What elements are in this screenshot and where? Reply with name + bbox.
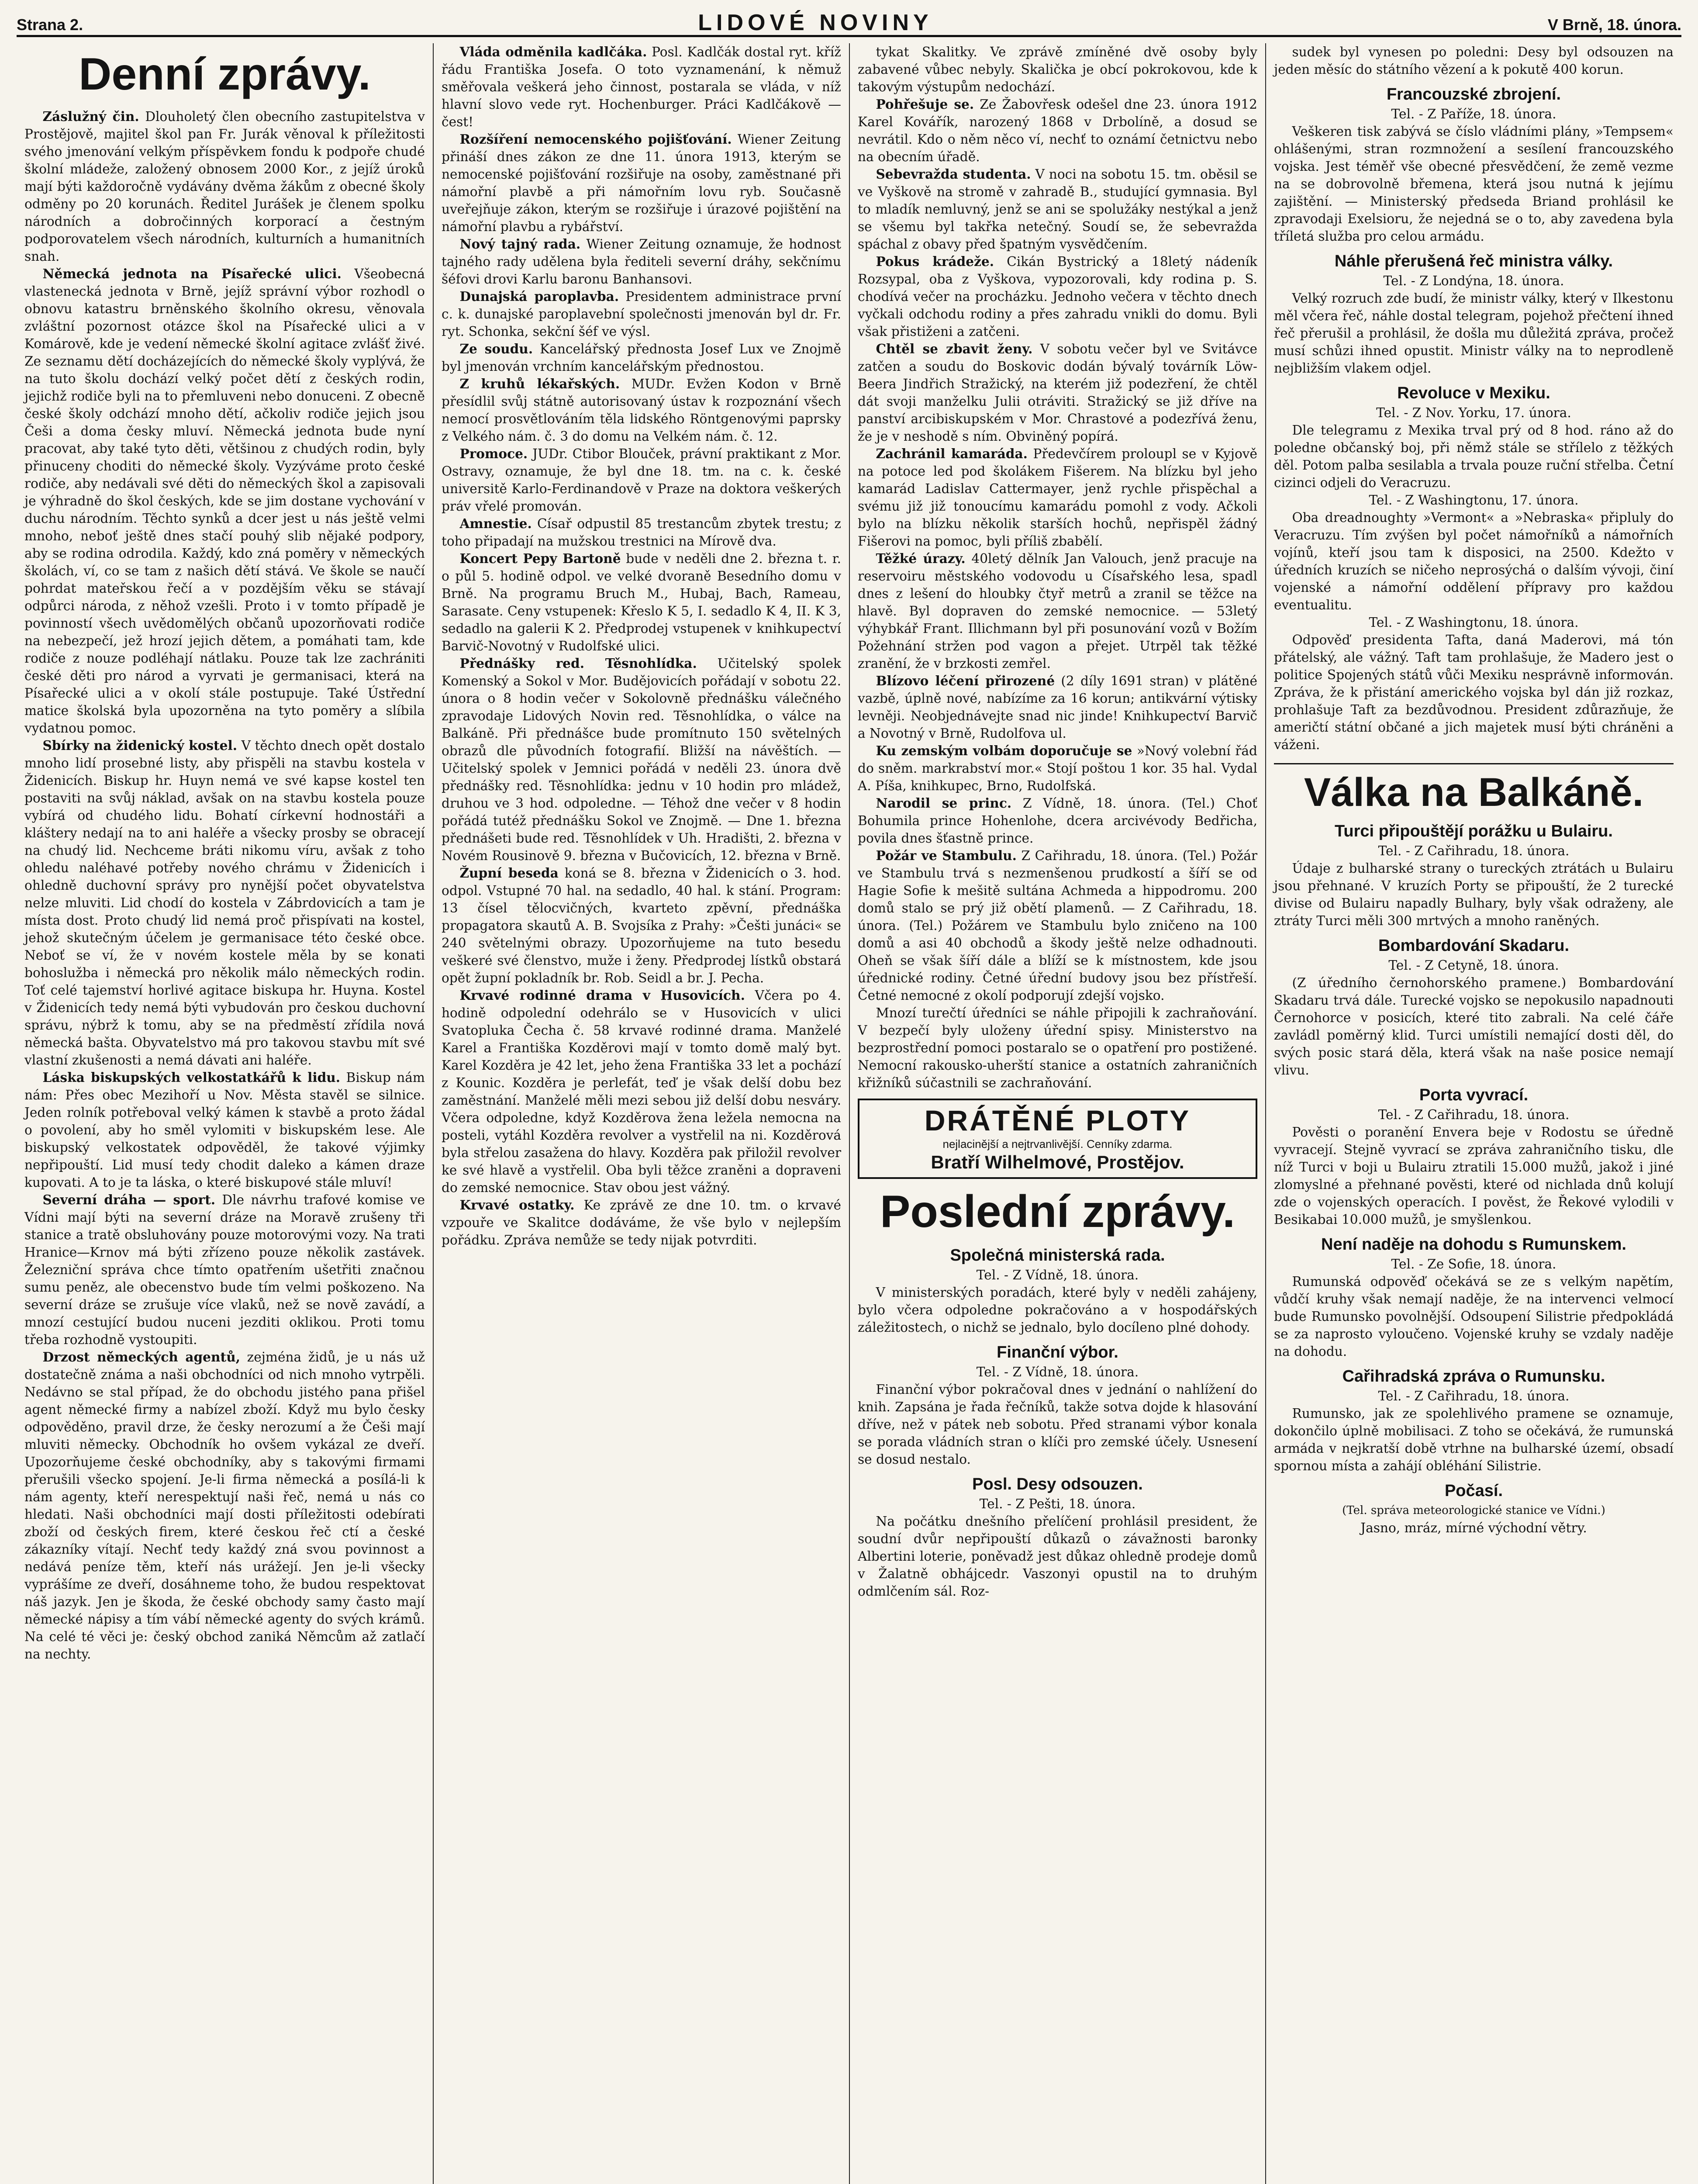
weather-title: Počasí. [1444, 1482, 1503, 1500]
article-text: Presidentem administrace první c. k. dunajské paroplavební společnosti jmenován byl dr. Fr. ryt. Schonka, sekční šéf ve výsl. [442, 289, 841, 339]
article-heading: Z kruhů lékařských. [459, 376, 620, 391]
article [858, 253, 1257, 340]
article [442, 43, 841, 131]
dateline: Tel. - Z Washingtonu, 17. února. [1369, 493, 1579, 508]
article [858, 445, 1257, 550]
article-text: Učitelský spolek Komenský a Sokol v Mor. Budějovicích pořádají v sobotu 22. února o 8 hodin večer v Sokolovně přednášku válečného zpravodaje Lidových Novin red. Těsnohlídka, o válce na Balkáně. Při přednášce bude promítnuto 150 světelných obrazů dle původních fotografií. Bližší na návěštích. — Učitelský spolek v Jemnici pořádá v neděli 23. února dvě přednášky red. Těsnohlídka: jednu v 10 hodin pro mládež, druhou ve 3 hod. odpoledne. — Téhož dne večer v 8 hodin pořádá tutéž přednášku Sokol ve Znojmě. — Dne 1. března přednášeti bude red. Těsnohlídek v Uh. Hradišti, 2. března v Novém Rousinově 9. března v Bučovicích, 12. března v Brně. [442, 656, 841, 863]
article [442, 515, 841, 550]
article-heading: Pohřešuje se. [876, 97, 974, 112]
article-text: zejména židů, je u nás už dostatečně známa a naši obchodníci od nich mnoho vytrpěli. Nedávno se stal případ, že do obchodu jistého pana přišel agent německé firmy a nabízel zboží. Když mu bylo česky odpověděno, pravil drze, že česky nerozumí a že Češi mají mluviti německy. Obchodník ho ovšem vykázal ze dveří. Upozorňujeme české obchodníky, aby s takovými firmami přerušili všecko spojení. Je-li firma německá a posílá-li k nám agenty, kteří nerespektují naši řeč, nemá u nás co hledati. Naši obchodníci mají dosti příležitosti odebírati zboží od českých firem, které českou řeč ctí a české zákazníky vítají. Nechť tedy každý zná svou povinnost a nedává peníze těm, kteří nás urážejí. Jen je-li všecky vyprášíme ze dveří, dosáhneme toho, že budou respektovat náš jazyk. Jen je škoda, že české obchody samy často mají německé nápisy a tím vábí německé agenty do svých krámů. Na celé té věci je: český obchod zaniká Němcům až zatlačí na nechty. [24, 1350, 425, 1662]
dateline: Tel. - Z Vídně, 18. února. [976, 1365, 1139, 1379]
ad-title: DRÁTĚNÉ PLOTY [924, 1104, 1191, 1137]
article-text: V těchto dnech opět dostalo mnoho lidí prosebné listy, aby přispěli na stavbu kostela v Židenicích. Biskup hr. Huyn nemá ve své kapse kostel ten postaviti na svůj náklad, avšak on na stavbu kostela pouze vybírá od chudého lidu. Bohatí církevní hodnostáři a kláštery nedají na to ani haléře a všecky prosby se obracejí na chudý lid. Nechceme bráti nikomu víru, avšak z toho ohledu naléhavé potřeby nového chrámu v Židenicích i ohledně duchovní správy pro nynější počet obyvatelstva nelze mluviti. Lid chodí do kostela v Zábrdovicích a tam je místa dost. Proto chudý lid nemá proč přispívati na kostel, jehož skutečným účelem je germanisace této české obce. Neboť se ví, že v novém kostele měla by se konati bohoslužba i německá pro několik málo německých rodin. Toť celé tajemství horlivé agitace biskupa hr. Huyna. Kostel v Židenicích tedy nemá býti vybudován pro českou duchovní správu, nýbrž k tomu, aby se na předměstí zřídila nová německá bašta. Obyvatelstvo má pro takovou stavbu mít své vlastní zkušenosti a nemá dávati ani haléře. [24, 738, 425, 1068]
article-heading: Pokus krádeže. [876, 254, 994, 269]
article [442, 340, 841, 375]
article [442, 550, 841, 655]
article [24, 1069, 425, 1191]
article-heading: Narodil se princ. [876, 795, 1012, 811]
article [858, 672, 1257, 742]
news-text: Odpověď presidenta Tafta, daná Maderovi, má tón přátelský, ale vážný. Taft tam prohlašuje, že Madero jest o politice Spojených států vůči Mexiku nesprávně informován. Zpráva, že k přistání amerického vojska byl dán již rozkaz, prohlašuje Taft za bezdůvodnou. President zdůrazňuje, že američtí státní občané a jich majetek musí býti chráněni a váženi. [1274, 632, 1674, 752]
article [858, 340, 1257, 445]
article-heading: Rozšíření nemocenského pojišťování. [459, 131, 732, 147]
dateline: Tel. - Z Washingtonu, 18. února. [1369, 615, 1579, 630]
article [858, 43, 1257, 96]
article-text: MUDr. Evžen Kodon v Brně přesídlil svůj státně autorisovaný ústav k rozpoznání všech nemocí prosvětlováním těla lidského Röntgenovými paprsky z Velkého nám. č. 3 do domu na Velkém nám. č. 12. [442, 377, 841, 444]
article [858, 550, 1257, 672]
article-heading: Láska biskupských velkostatkářů k lidu. [42, 1070, 341, 1085]
latest-news-title: Poslední zprávy. [880, 1186, 1235, 1237]
news-heading: Porta vyvrací. [1419, 1086, 1529, 1104]
section-title: Denní zprávy. [79, 49, 371, 100]
article-text: bude v neděli dne 2. března t. r. o půl 5. hodině odpol. ve velké dvoraně Besedního domu v Brně. Na programu Bruch M., Hubaj, Bach, Rameau, Sarasate. Ceny vstupenek: Křeslo K 5, I. sedadlo K 4, II. K 3, sedadlo na galerii K 2. Předprodej vstupenek v knihkupectví Barvič-Novotný v Rudolfské ulici. [442, 551, 841, 653]
page-number: Strana 2. [17, 16, 83, 34]
news-text: Veškeren tisk zabývá se číslo vládními plány, »Tempsem« ohlášenými, stran rozmnožení a sesílení francouzského vojska. Jest téměř vše obecné přesvědčení, že země vezme na se dobrovolně břemena, která jsou nutná k jejímu zajištění. — Ministerský předseda Briand prohlásil ke zpravodaji Exelsioru, že nejedná se o to, aby zavedena byla tříletá služba pro celou armádu. [1274, 124, 1674, 244]
article-heading: Vláda odměnila kadlčáka. [459, 44, 647, 59]
dateline: Tel. - Z Vídně, 18. února. [976, 1268, 1139, 1282]
article-text: Dle návrhu trafové komise ve Vídni mají býti na severní dráze na Moravě zrušeny tři stanice a tratě obsluhovány pouze motorovými vozy. Na trati Hranice—Krnov má býti zřízeno pouze několik zastávek. Železniční správa chce tímto opatřením ušetřiti značnou sumu peněz, ale obecenstvo bude tím velmi poškozeno. Na severní dráze se zrušuje více vlaků, než se nově zavádí, a mnozí cestující budou nuceni jezditi oklikou. Proti tomu třeba rozhodně vystoupiti. [24, 1192, 425, 1347]
article-text: Wiener Zeitung přináší dnes zákon ze dne 11. února 1913, kterým se nemocenské pojišťování rozšiřuje na osoby, zaměstnané při námořní plavbě a při námořním lovu ryb. Současně uveřejňuje zákon, kterým se rozšiřuje i úrazové pojištění na námořní plavbu a rybářství. [442, 132, 841, 234]
dateline: Tel. - Z Nov. Yorku, 17. února. [1376, 405, 1571, 420]
news-heading: Cařihradská zpráva o Rumunsku. [1342, 1367, 1605, 1386]
article-heading: Německá jednota na Písařecké ulici. [42, 266, 342, 281]
column-1 [17, 43, 433, 2184]
news-text: Na počátku dnešního přelíčení prohlásil president, že soudní dvůr nepřipouští důkazů o závažnosti baronky Albertini loterie, poněvadž jest důkaz ohledně prodeje domů v Žalatně obhájcedr. Vaszonyi opustil na to druhým odmlčením sál. Roz- [858, 1514, 1257, 1599]
article-text: Všeobecná vlastenecká jednota v Brně, jejíž správní výbor rozhodl o obnovu katastru brněnského školního okresu, věnovala zvláštní pozornost otázce škol na Písařecké ulici a v Komárově, kde je vedení německé školní agitace zvlášť živé. Ze seznamu dětí docházejících do německé školy vyplývá, že na tuto školu dochází velký počet dětí z českých rodin, jejichž rodiče byli na to přemluveni nebo donuceni. Z obecně české školy odchází mnoho dětí, ačkoliv rodiče jejich jsou Češi a doma česky mluví. Německá jednota bude nyní pracovat, aby také tyto děti, většinou z chudých rodin, byly přinuceny choditi do německé školy. Vyzýváme proto české rodiče, aby nedávali své děti do německých škol a zapisovali je výhradně do škol českých, kde se jim dostane vychování v duchu národním. Těchto synků a dcer jest u nás ještě velmi mnoho, neboť ještě dnes stačí pouhý slib nějaké podpory, aby se rodina odrodila. Každý, kdo zná poměry v německých školách, ví, co se tam z našich dětí stává. Ve škole se naučí pohrdat mateřskou řečí a v pozdějším věku se stávají odpůrci národa, z něhož vzešli. Proto i v tomto případě je povinností všech uvědomělých občanů upozorňovati rodiče na nebezpečí, jež hrozí jejich dětem, a pomáhati tam, kde rodiče z nouze podléhají nátlaku. Pouze tak lze zachrániti české děti pro národ a vyrvati je germanisaci, která na Písařecké ulici a v okolí stále postupuje. Také Ústřední matice školská byla upozorněna na tyto poměry a slíbila vydatnou pomoc. [24, 266, 425, 736]
ad-firm: Bratří Wilhelmové, Prostějov. [931, 1152, 1184, 1172]
news-heading: Společná ministerská rada. [950, 1246, 1165, 1265]
news-heading: Není naděje na dohodu s Rumunskem. [1321, 1235, 1626, 1254]
article-heading: Chtěl se zbavit ženy. [876, 341, 1033, 356]
article-heading: Koncert Pepy Bartoně [459, 551, 621, 566]
article-heading: Záslužný čin. [42, 109, 139, 124]
weather-text: Jasno, mráz, mírné východní větry. [1360, 1521, 1587, 1535]
dateline: Tel. - Z Cařihradu, 18. února. [1378, 1389, 1570, 1403]
news-text: (Z úředního černohorského pramene.) Bombardování Skadaru trvá dále. Turecké vojsko se nepokusilo napadnouti Černohorce v posicích, které tito zabrali. Na celé čáře zavládl poměrný klid. Turci umístili nemající dosti děl, do svých posic stará děla, která však na naše posice nemají vlivu. [1274, 975, 1674, 1078]
article-text: JUDr. Ctibor Blouček, právní praktikant z Mor. Ostravy, oznamuje, že byl dne 18. tm. na c. k. české universitě Karlo-Ferdinandově v Praze na doktora veškerých práv vřelé promován. [442, 446, 841, 514]
advertisement-wire-fences [858, 1099, 1257, 1179]
article-text: Wiener Zeitung oznamuje, že hodnost tajného rady udělena byla řediteli severní dráhy, sekčnímu šéfovi drovi Karlu baronu Banhansovi. [442, 237, 841, 287]
article [24, 1348, 425, 1663]
article-heading: Severní dráha — sport. [42, 1192, 216, 1207]
news-heading: Francouzské zbrojení. [1386, 85, 1561, 104]
news-text: Pověsti o poranění Envera beje v Rodostu se úředně vyvracejí. Stejně vyvrací se zpráva zahraničního tisku, dle níž Turci v boji u Bulairu ztratili 15.000 mužů, jakož i jiné zlomyslné a přehnané pověsti, které od nichlada dnů kolují zde o vojenských operacích. I pověst, že Řekové vylodili v Besikabai 10.000 mužů, je smyšlenkou. [1274, 1125, 1674, 1227]
article [442, 987, 841, 1196]
news-text: V ministerských poradách, které byly v neděli zahájeny, bylo včera odpoledne pokračováno a v hospodářských záležitostech, o nichž se jednalo, bylo docíleno plné dohody. [858, 1285, 1257, 1335]
news-text: Rumunsko, jak ze spolehlivého pramene se oznamuje, dokončilo úplně mobilisaci. Z toho se očekává, že rumunská armáda v nejkratší době vtrhne na bulharské území, obsadí spornou místa a zahájí obléhání Silistrie. [1274, 1406, 1674, 1473]
article-text: koná se 8. března v Židenicích o 3. hod. odpol. Vstupné 70 hal. na sedadlo, 40 hal. k stání. Program: 13 čísel tělocvičných, kvarteto zpěvní, přednáška propagatora skautů A. B. Svojsíka z Prahy: »Češti junáci« se 240 světelnými obrazy. Upozorňujeme na tuto besedu veškeré své členstvo, muže i ženy. Předprodej lístků obstará opět župní pokladník br. Rob. Seidl a br. J. Pecha. [442, 866, 841, 985]
news-heading: Posl. Desy odsouzen. [972, 1475, 1143, 1493]
article-text: Kancelářský přednosta Josef Lux ve Znojmě byl jmenován vrchním kancelářským přednostou. [442, 342, 841, 374]
article [442, 1196, 841, 1249]
place-date: V Brně, 18. února. [1547, 16, 1681, 34]
dateline: Tel. - Z Cařihradu, 18. února. [1378, 1107, 1570, 1122]
article-text: Císař odpustil 85 trestancům zbytek trestu; z toho připadají na mužskou trestnici na Mírově dva. [442, 516, 841, 549]
article-heading: Krvavé rodinné drama v Husovicích. [459, 988, 745, 1003]
weather-note: (Tel. správa meteorologické stanice ve Vídni.) [1342, 1504, 1605, 1517]
article [858, 1004, 1257, 1092]
article-text: Z Cařihradu, 18. února. (Tel.) Požár ve Stambulu trvá s nezmenšenou prudkostí a šíří se od Hagie Sofie k mešitě sultána Achmeda a hippodromu. 200 domů stalo se prý již obětí plamenů. — Z Cařihradu, 18. února. (Tel.) Požárem ve Stambulu bylo zničeno na 100 domů a asi 40 obchodů a škody ještě nelze odhadnouti. Oheň se však šíří dále a blíží se k místnostem, kde jsou úřednické rodiny. Četné úřední budovy jsou bez přístřeší. Četné nemocné z okolí podporují zdejší vojsko. [858, 848, 1257, 1003]
dateline: Tel. - Z Pešti, 18. února. [979, 1496, 1136, 1511]
news-text: Rumunská odpověď očekává se ze s velkým napětím, vůdčí kruhy však nemají naděje, že na intervenci velmocí bude Rumunsko povolnější. Odsoupení Silistrie předpokládá se za naprosto vyloučeno. Vojenské kruhy se vzdaly naděje na dohodu. [1274, 1274, 1674, 1359]
article-text: Předevčírem proloupl se v Kyjově na potoce led pod školákem Fišerem. Na blízku byl jeho kamarád Ladislav Cattermayer, jenž rychle přispěchal a svému již již tonoucímu kamarádu pomohl z vody. Ačkoli bylo na blízku několik starších hochů, nepřispěl žádný Fišerovi na pomoc, byli příliš zbabělí. [858, 446, 1257, 549]
article-text: Ze Žabovřesk odešel dne 23. února 1912 Karel Kovářík, narozený 1868 v Drbolíně, a dosud se nevrátil. Kdo o něm něco ví, nechť to oznámí četnictvu nebo na obecním úřadě. [858, 97, 1257, 164]
article-heading: Dunajská paroplavba. [459, 289, 619, 304]
article-text: (2 díly 1691 stran) v plátěné vazbě, úplně nové, nabízíme za 16 korun; antikvární výtisky levněji. Neobjednávejte snad nic jinde! Knihkupectví Barvič a Novotný v Brně, Rudolfova ul. [858, 674, 1257, 741]
article-heading: Požár ve Stambulu. [876, 848, 1017, 863]
news-text: Údaje z bulharské strany o tureckých ztrátách u Bulairu jsou přehnané. V kruzích Porty se připouští, že 2 turecké divise od Bulairu napadly Bulhary, byly však odraženy, ale ztráty Turci měli 300 mrtvých a mnoho raněných. [1274, 861, 1674, 928]
news-text: Finanční výbor pokračoval dnes v jednání o nahlížení do knih. Zapsána je řada řečníků, takže sotva dojde k hlasování dříve, než v pátek neb sobotu. Před stranami výbor konala se porada vládních stran o klíči pro zemské účely. Usnesení se dosud nestalo. [858, 1382, 1257, 1467]
article-text: Včera po 4. hodině odpolední odehrálo se v Husovicích v ulici Svatopluka Čecha č. 58 krvavé rodinné drama. Manželé Karel a Františka Kozděrovi mají v tomto domě malý byt. Karel Kozděra je 42 let, jeho žena Františka 33 let a pochází z Kounic. Kozděra je perlefát, teď je však delší dobu bez zaměstnání. Manželé měli mezi sebou již delší dobu nesváry. Včera odpoledne, když Kozděrova žena ležela nemocna na posteli, vytáhl Kozděra revolver a vystřelil na ni. Kozděrová byla střelou zasažena do hlavy. Kozděra pak přiložil revolver ke své hlavě a vystřelil. Oba byli těžce zraněni a dopraveni do zemské nemocnice. Stav obou jest vážný. [442, 988, 841, 1195]
news-heading: Náhle přerušená řeč ministra války. [1334, 252, 1613, 270]
article-heading: Nový tajný rada. [459, 236, 581, 252]
dateline: Tel. - Z Cetyně, 18. února. [1388, 958, 1559, 973]
article [858, 742, 1257, 795]
article [858, 166, 1257, 253]
dateline: Tel. - Ze Sofie, 18. února. [1391, 1257, 1556, 1272]
news-heading: Bombardování Skadaru. [1378, 936, 1570, 955]
article-text: tykat Skalitky. Ve zprávě zmíněné dvě osoby byly zabavené vůbec nebyly. Skalička je obcí pokrokovou, kde k takovým výstupům nedochází. [858, 45, 1257, 94]
article [24, 1191, 425, 1348]
article-text: V sobotu večer byl ve Svitávce zatčen a soudu do Boskovic dodán bývalý továrník Löw-Beera Jindřich Stražický, na kterém již podezření, že chtěl dát svoji manželku Julii otráviti. Stražický se již dříve na panství arcibiskupském v Mor. Chrastové a podezřívá ženu, že je v neshodě s ním. Obviněný popírá. [858, 342, 1257, 444]
masthead [17, 10, 1681, 37]
article-text: Cikán Bystrický a 18letý nádeník Rozsypal, oba z Vyškova, vypozorovali, kdy rodina p. S. chodívá večer na procházku. Jednoho večera v těchto dnech vyčkali odchodu rodiny a přes zahradu vnikli do domu. Byli však přistiženi a zatčeni. [858, 254, 1257, 339]
article-text: 40letý dělník Jan Valouch, jenž pracuje na reservoiru městského vodovodu u Císařského lesa, spadl dnes z lešení do hloubky čtyř metrů a zranil se těžce na hlavě. Byl dopraven do zemské nemocnice. — 53letý výhybkář Frant. Illichmann byl při posunování vozů v Božím Požehnání stržen pod vagon a přejet. Utrpěl tak těžké zranění, že v brzkosti zemřel. [858, 551, 1257, 671]
balkan-war-title: Válka na Balkáně. [1274, 763, 1674, 815]
article [442, 131, 841, 235]
news-heading: Finanční výbor. [997, 1343, 1118, 1362]
article-heading: Sebevražda studenta. [876, 166, 1031, 182]
article-text: Dlouholetý člen obecního zastupitelstva v Prostějově, majitel škol pan Fr. Jurák věnoval k příležitosti svého jmenování velkým příspěvkem fondu k podpoře chudé školní mládeže, založený obnosem 2000 Kor., z jejíž úroků mají býti každoročně vydávány dvěma žákům z obecné školy odměny po 20 korunách. Ředitel Jurášek je členem spolku národních a dobročinných korporací a čestným podporovatelem všech národních, kulturních a humanitních snah. [24, 109, 425, 264]
article-text: Z Vídně, 18. února. (Tel.) Choť Bohumila prince Hohenlohe, dcera arcivévody Bedřicha, povila dnes šťastně prince. [858, 796, 1257, 846]
article-heading: Těžké úrazy. [876, 551, 966, 566]
article-heading: Sbírky na židenický kostel. [42, 738, 238, 753]
article [442, 445, 841, 515]
article-text: »Nový volební řád do sněm. markrabství mor.« Stojí poštou 1 kor. 35 hal. Vydal A. Píša, knihkupec, Brno, Rudolfská. [858, 743, 1257, 793]
columns [17, 43, 1681, 2184]
article [24, 737, 425, 1069]
article [442, 655, 841, 864]
article [24, 265, 425, 737]
article-heading: Ze soudu. [459, 341, 533, 356]
news-text: Velký rozruch zde budí, že ministr války, který v Ilkestonu měl včera řeč, náhle dostal telegram, pojehož přečtení ihned řeč přerušil a prohlásil, že došla mu důležitá zpráva, pročež musí schůzi ihned opustit. Ministr války na to neprodleně nejbližším vlakem odjel. [1274, 291, 1674, 376]
article-heading: Promoce. [459, 446, 528, 461]
article [858, 96, 1257, 166]
article [442, 288, 841, 340]
news-text: sudek byl vynesen po poledni: Desy byl odsouzen na jeden měsíc do státního vězení a k pokutě 400 korun. [1274, 45, 1674, 77]
article-heading: Drzost německých agentů, [42, 1349, 241, 1365]
article-heading: Blízovo léčení přirozené [876, 673, 1055, 688]
article-text: Biskup nám nám: Přes obec Mezihoří u Nov. Města stavěl se silnice. Jeden rolník potřeboval velký kámen k stavbě a proto žádal o povolení, aby ho směl vylomiti v biskupském lese. Ale biskupský velkostatek odpověděl, že takové výjimky nepřipouští. Lid musí tedy chodit daleko a kámen draze kupovati. A to je ta láska, o které biskupové stále mluví! [24, 1070, 425, 1190]
article-text: Ke zprávě ze dne 10. tm. o krvavé vzpouře ve Skalitce dodáváme, že vše bylo v nejlepším pořádku. Zpráva nemůže se tedy nijak potvrditi. [442, 1198, 841, 1248]
article [24, 108, 425, 265]
article-heading: Přednášky red. Těsnohlídka. [459, 656, 697, 671]
article-heading: Amnestie. [459, 516, 532, 531]
news-heading: Revoluce v Mexiku. [1397, 384, 1550, 402]
column-3 [849, 43, 1265, 2184]
dateline: Tel. - Z Cařihradu, 18. února. [1378, 843, 1570, 858]
dateline: Tel. - Z Londýna, 18. února. [1383, 273, 1564, 288]
column-4 [1265, 43, 1681, 2184]
dateline: Tel. - Z Paříže, 18. února. [1391, 107, 1556, 121]
article-heading: Zachránil kamaráda. [876, 446, 1028, 461]
article-heading: Župní beseda [459, 865, 559, 881]
column-2 [433, 43, 849, 2184]
newspaper-title: LIDOVÉ NOVINY [698, 10, 933, 35]
article-text: Posl. Kadlčák dostal ryt. kříž řádu Františka Josefa. O toto vyznamenání, k němuž směřovala veškerá jeho činnost, postarala se vláda, v níž hlavní slovo vede ryt. Hochenburger. Práci Kadlčákově — čest! [442, 45, 841, 129]
article [442, 235, 841, 288]
news-text: Dle telegramu z Mexika trval prý od 8 hod. ráno až do poledne občanský boj, při němž stále se střílelo z těžkých děl. Potom palba sesilabla a trvala pouze ruční střelba. Četní cizinci odjeli do Veracruzu. [1274, 423, 1674, 490]
article-text: Mnozí turečtí úředníci se náhle připojili k zachraňování. V bezpečí byly uloženy úřední spisy. Ministerstvo na bezprostřední pomoci postaralo se o opatření pro postižené. Nemocní rakousko-uherští stanice a ostatních zahraničních křižníků súčastnili se zachraňování. [858, 1006, 1257, 1090]
article [858, 847, 1257, 1004]
article [442, 375, 841, 445]
article [442, 864, 841, 987]
article-heading: Krvavé ostatky. [459, 1197, 575, 1213]
news-heading: Turci připouštějí porážku u Bulairu. [1335, 822, 1613, 840]
article [858, 795, 1257, 847]
news-text: Oba dreadnoughty »Vermont« a »Nebraska« připluly do Veracruzu. Tím zvýšen byl počet námořníků a námořních vojínů, kteří jsou tam k disposici, na 2500. Kdežto v úředních kruzích se ničeho neprosýchá o dalším vývoji, činí vojenské a námořní oddělení přípravy pro každou eventualitu. [1274, 510, 1674, 612]
article-heading: Ku zemským volbám doporučuje se [876, 743, 1132, 758]
article-text: V noci na sobotu 15. tm. oběsil se ve Vyškově na stromě v zahradě B., studující gymnasia. Byl to mladík nemluvný, jenž se ani se spolužáky nestýkal a jenž se všemu byl takřka netečný. Soudí se, že sebevražda spáchal z obavy před špatným vysvědčením. [858, 167, 1257, 252]
ad-line: nejlacinější a nejtrvanlivější. Cenníky zdarma. [942, 1137, 1173, 1151]
